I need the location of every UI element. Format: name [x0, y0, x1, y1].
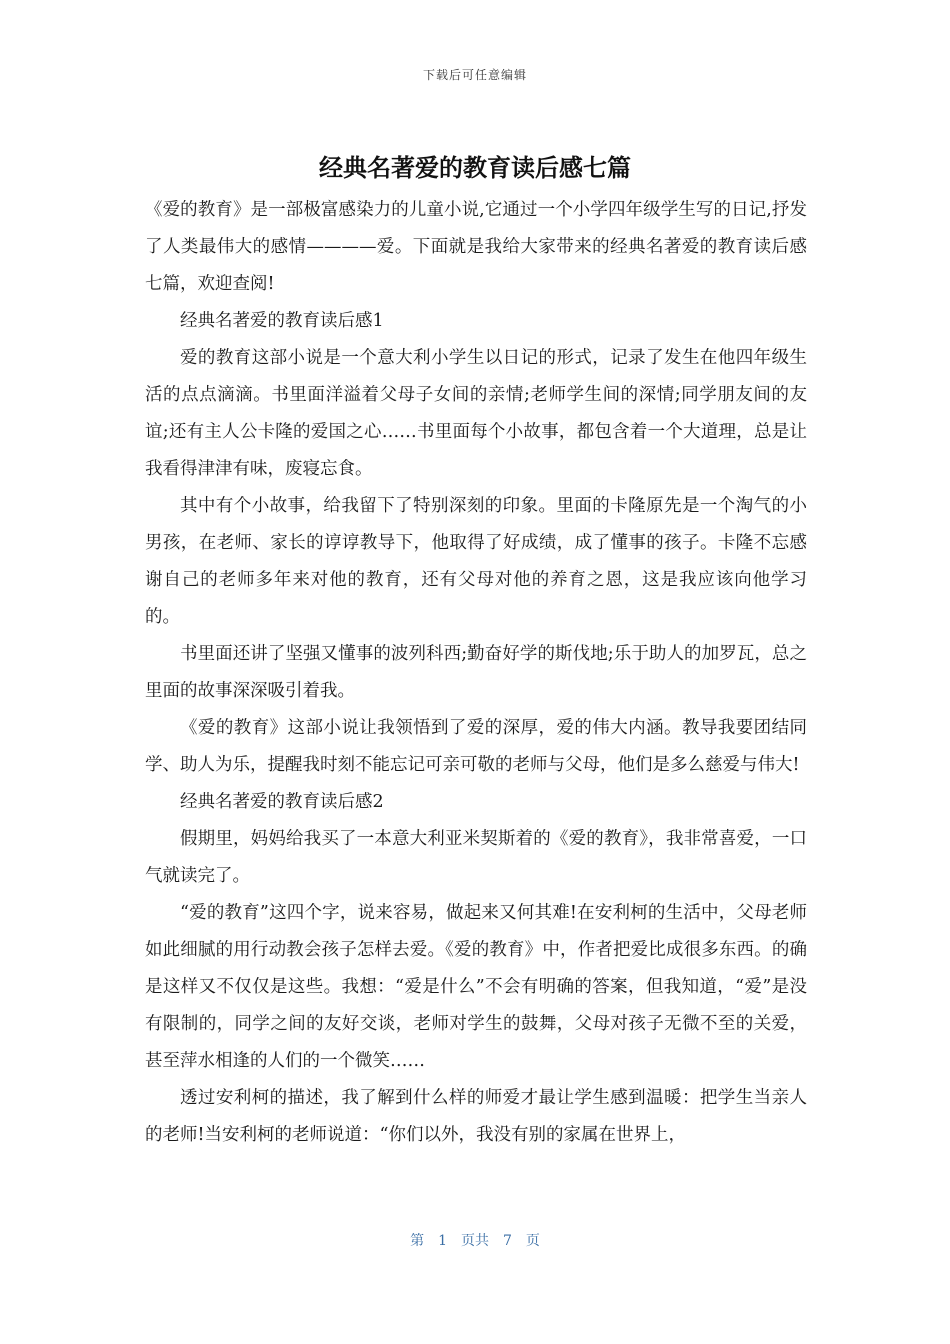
- body-paragraph: 透过安利柯的描述，我了解到什么样的师爱才最让学生感到温暖：把学生当亲人的老师!当安利柯的老师说道：“你们以外，我没有别的家属在世界上，: [145, 1088, 807, 1145]
- page-footer: [0, 1230, 950, 1250]
- footer-middle: 页共: [461, 1233, 489, 1249]
- body-paragraph: 《爱的教育》这部小说让我领悟到了爱的深厚，爱的伟大内涵。教导我要团结同学、助人为乐，提醒我时刻不能忘记可亲可敬的老师与父母，他们是多么慈爱与伟大!: [145, 718, 807, 775]
- header-note: 下载后可任意编辑: [422, 68, 527, 82]
- body-paragraph: 其中有个小故事，给我留下了特别深刻的印象。里面的卡隆原先是一个淘气的小男孩，在老师、家长的谆谆教导下，他取得了好成绩，成了懂事的孩子。卡隆不忘感谢自己的老师多年来对他的教育，还有父母对他的养育之恩，这是我应该向他学习的。: [145, 496, 807, 627]
- section-heading-2: 经典名著爱的教育读后感2: [180, 792, 384, 812]
- body-paragraph: “爱的教育”这四个字，说来容易，做起来又何其难!在安利柯的生活中，父母老师如此细腻的用行动教会孩子怎样去爱。《爱的教育》中，作者把爱比成很多东西。的确是这样又不仅仅是这些。我想：“爱是什么”不会有明确的答案，但我知道，“爱”是没有限制的，同学之间的友好交谈，老师对学生的鼓舞，父母对孩子无微不至的关爱，甚至萍水相逢的人们的一个微笑……: [145, 903, 807, 1071]
- footer-page-number: 1: [438, 1233, 447, 1249]
- intro-paragraph: 《爱的教育》是一部极富感染力的儿童小说,它通过一个小学四年级学生写的日记,抒发了人类最伟大的感情————爱。下面就是我给大家带来的经典名著爱的教育读后感七篇，欢迎查阅!: [145, 200, 807, 294]
- section-heading-1: 经典名著爱的教育读后感1: [180, 311, 384, 331]
- document-title: 经典名著爱的教育读后感七篇: [319, 154, 631, 182]
- body-paragraph: 爱的教育这部小说是一个意大利小学生以日记的形式，记录了发生在他四年级生活的点点滴滴。书里面洋溢着父母子女间的亲情;老师学生间的深情;同学朋友间的友谊;还有主人公卡隆的爱国之心……书里面每个小故事，都包含着一个大道理，总是让我看得津津有味，废寝忘食。: [145, 348, 807, 479]
- body-paragraph: 书里面还讲了坚强又懂事的波列科西;勤奋好学的斯伐地;乐于助人的加罗瓦，总之里面的故事深深吸引着我。: [145, 644, 807, 701]
- footer-suffix: 页: [525, 1233, 540, 1249]
- body-paragraph: 假期里，妈妈给我买了一本意大利亚米契斯着的《爱的教育》，我非常喜爱，一口气就读完了。: [145, 829, 807, 886]
- document-body: [145, 192, 807, 1154]
- footer-prefix: 第: [410, 1233, 425, 1249]
- footer-total-pages: 7: [503, 1233, 512, 1249]
